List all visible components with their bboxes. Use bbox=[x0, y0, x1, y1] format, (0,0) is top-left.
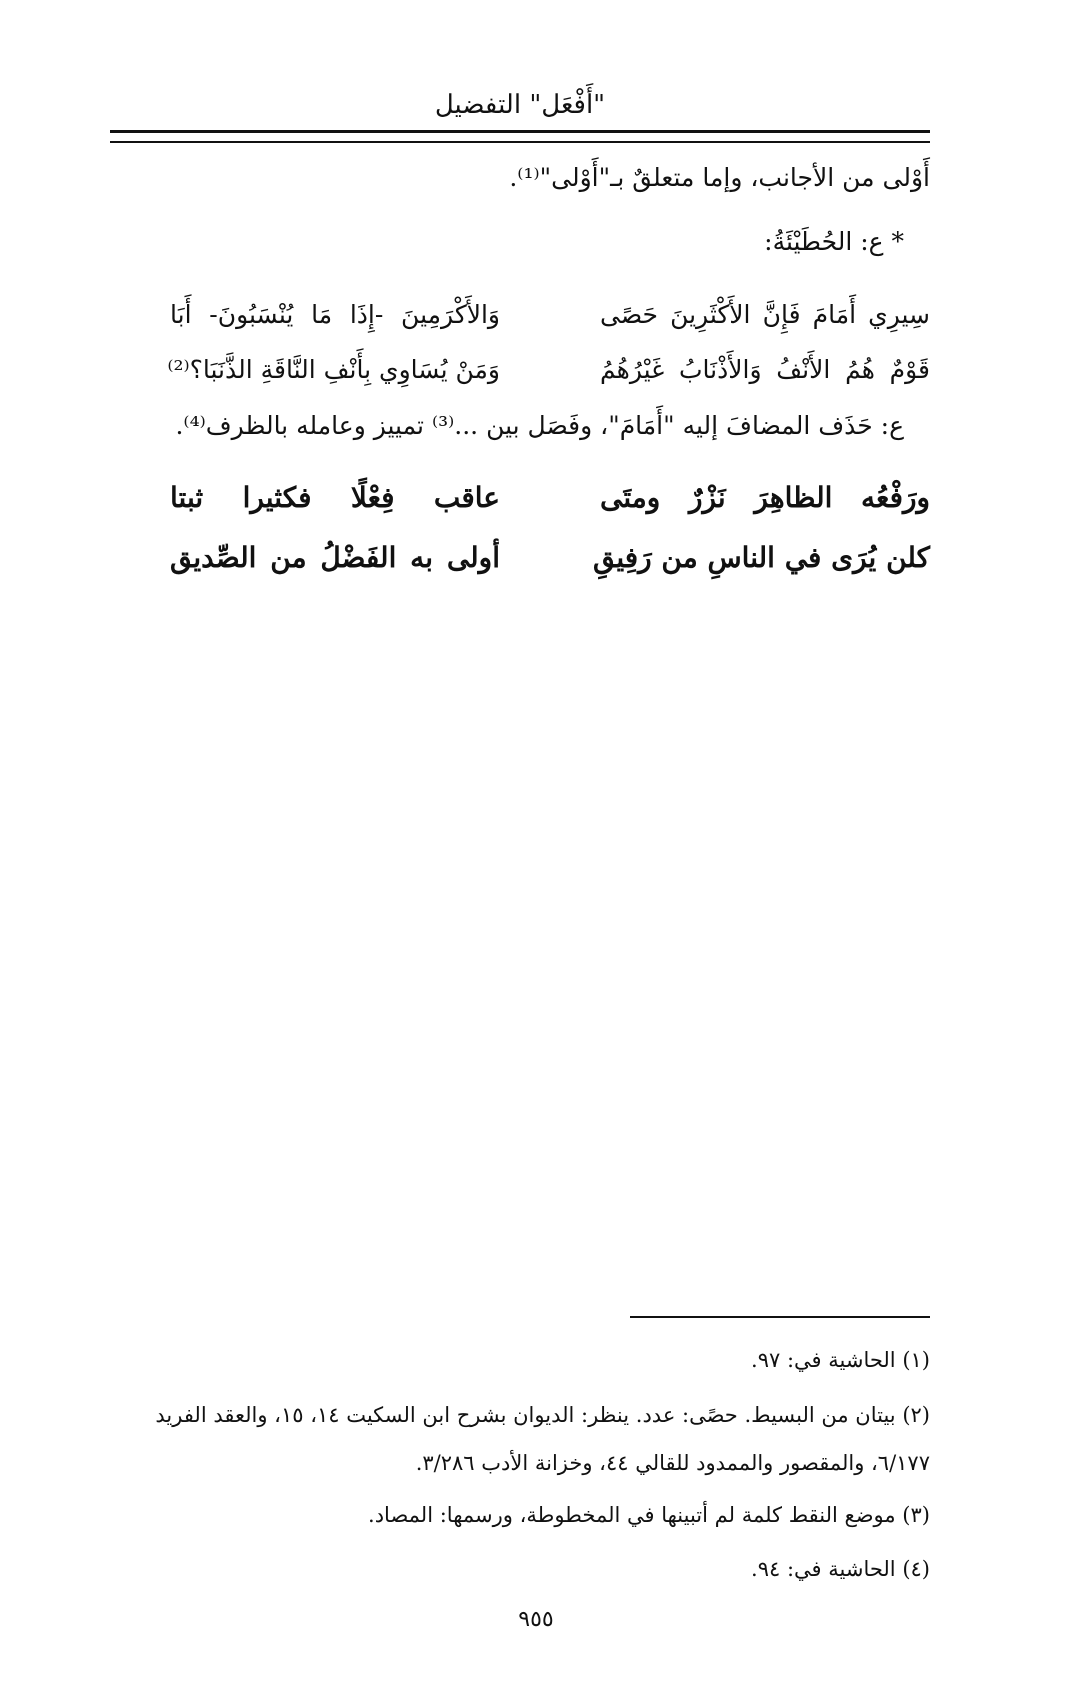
verse-2 bbox=[167, 350, 930, 390]
body-line-1: أَوْلى من الأجانب، وإما متعلقٌ بـ"أَوْلى"⁽¹⁾. bbox=[509, 163, 930, 192]
running-title: "أَفْعَل" التفضيل bbox=[434, 90, 606, 120]
alfiyya-verse-2 bbox=[170, 538, 930, 578]
alfiyya-verse-1 bbox=[170, 478, 930, 518]
verse-2-first-hemistich: قَوْمٌ هُمُ الأَنْفُ وَالأَذْنَابُ غَيْرُهُمُ bbox=[600, 355, 930, 384]
header-rule-thick bbox=[110, 130, 930, 133]
verse-1-first-hemistich: سِيرِي أَمَامَ فَإِنَّ الأَكْثَرِينَ حَصًى bbox=[600, 300, 930, 329]
page-number: ٩٥٥ bbox=[518, 1607, 554, 1632]
footnote-3: (٣) موضع النقط كلمة لم أتبينها في المخطوطة، ورسمها: المصاد. bbox=[368, 1503, 930, 1527]
verse-1-second-hemistich: وَالأَكْرَمِينَ -إِذَا مَا يُنْسَبُونَ- أَبَا bbox=[170, 300, 500, 329]
footnote-4: (٤) الحاشية في: ٩٤. bbox=[751, 1557, 930, 1581]
alfiyya-verse-1-second-hemistich: عاقب فِعْلًا فكثيرا ثبتا bbox=[170, 481, 500, 514]
alfiyya-verse-2-first-hemistich: كلن يُرَى في الناسِ من رَفِيقِ bbox=[592, 541, 930, 574]
footnote-1: (١) الحاشية في: ٩٧. bbox=[751, 1348, 930, 1372]
header-rule-thin bbox=[110, 141, 930, 143]
verse-2-second-hemistich: وَمَنْ يُسَاوِي بِأَنْفِ النَّاقَةِ الذَّنَبَا؟⁽²⁾ bbox=[167, 355, 500, 384]
commentary-line: ع: حَذَف المضافَ إليه "أَمَامَ"، وفَصَل بين ...⁽³⁾ تمييز وعامله بالظرف⁽⁴⁾. bbox=[175, 411, 904, 440]
poet-attribution: * ع: الحُطَيْئَةُ: bbox=[764, 227, 904, 256]
footnote-2-line-2: ٦/١٧٧، والمقصور والممدود للقالي ٤٤، وخزانة الأدب ٣/٢٨٦. bbox=[415, 1451, 930, 1475]
footnote-2-line-1: (٢) بيتان من البسيط. حصًى: عدد. ينظر: الديوان بشرح ابن السكيت ١٤، ١٥، والعقد الفريد bbox=[155, 1403, 930, 1427]
alfiyya-verse-2-second-hemistich: أولى به الفَضْلُ من الصِّديق bbox=[170, 541, 500, 574]
alfiyya-verse-1-first-hemistich: ورَفْعُه الظاهِرَ نَزْرٌ ومتَى bbox=[600, 481, 930, 514]
footnote-separator bbox=[630, 1316, 930, 1318]
verse-1 bbox=[170, 295, 930, 335]
